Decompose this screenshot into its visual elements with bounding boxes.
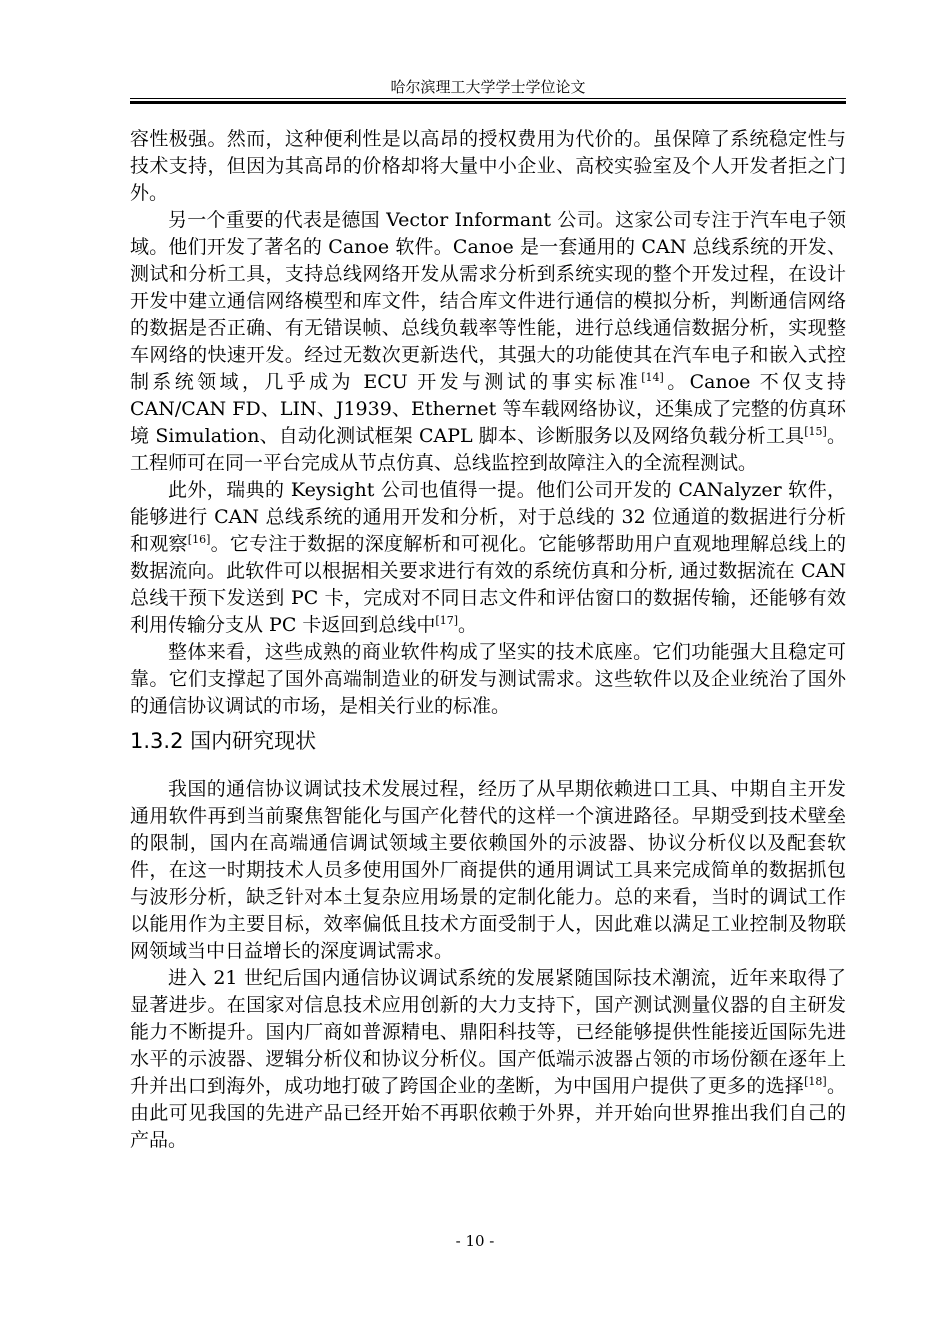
paragraph-text: 。Canoe 不仅支持 CAN/CAN FD、LIN、J1939、Ethernet 等车载网络协议，还集成了完整的仿真环境 Simulation、自动化测试框架 CAPL 脚本、诊断服务以及网络负载分析工具 [130, 371, 846, 447]
section-heading: 1.3.2 国内研究现状 [130, 729, 317, 753]
citation-ref: [18] [804, 1075, 827, 1088]
paragraph-summary: 整体来看，这些成熟的商业软件构成了坚实的技术底座。它们功能强大且稳定可靠。它们支撑起了国外高端制造业的研发与测试需求。这些软件以及企业统治了国外的通信协议调试的市场，是相关行业的标准。 [130, 641, 846, 717]
citation-ref: [15] [804, 425, 827, 438]
paragraph-text: 此外，瑞典的 Keysight 公司也值得一提。他们公司开发的 CANalyzer 软件，能够进行 CAN 总线系统的通用开发和分析，对于总线的 32 位通道的数据进行分析和观察 [130, 479, 846, 555]
paragraph-vector-canoe [130, 207, 846, 477]
paragraph-domestic-history: 我国的通信协议调试技术发展过程，经历了从早期依赖进口工具、中期自主开发通用软件再到当前聚焦智能化与国产化替代的这样一个演进路径。早期受到技术壁垒的限制，国内在高端通信调试领域主要依赖国外的示波器、协议分析仪以及配套软件，在这一时期技术人员多使用国外厂商提供的通用调试工具来完成简单的数据抓包与波形分析，缺乏针对本土复杂应用场景的定制化能力。总的来看，当时的调试工作以能用作为主要目标，效率偏低且技术方面受制于人，因此难以满足工业控制及物联网领域当中日益增长的深度调试需求。 [130, 778, 846, 962]
paragraph-text: 进入 21 世纪后国内通信协议调试系统的发展紧随国际技术潮流，近年来取得了显著进步。在国家对信息技术应用创新的大力支持下，国产测试测量仪器的自主研发能力不断提升。国内厂商如普源精电、鼎阳科技等，已经能够提供性能接近国际先进水平的示波器、逻辑分析仪和协议分析仪。国产低端示波器占领的市场份额在逐年上升并出口到海外，成功地打破了跨国企业的垄断，为中国用户提供了更多的选择 [130, 967, 846, 1097]
body-text [130, 126, 846, 1154]
citation-ref: [14] [641, 371, 664, 384]
citation-ref: [17] [435, 614, 458, 627]
header-rule-thin [130, 98, 846, 99]
paragraph-text: 。它专注于数据的深度解析和可视化。它能够帮助用户直观地理解总线上的数据流向。此软件可以根据相关要求进行有效的系统仿真和分析, 通过数据流在 CAN 总线干预下发送到 PC 卡，完成对不同日志文件和评估窗口的数据传输，还能够有效利用传输分支从 PC 卡返回到总线中 [130, 533, 846, 636]
paragraph-text: 另一个重要的代表是德国 Vector Informant 公司。这家公司专注于汽车电子领域。他们开发了著名的 Canoe 软件。Canoe 是一套通用的 CAN 总线系统的开发、测试和分析工具，支持总线网络开发从需求分析到系统实现的整个开发过程，在设计开发中建立通信网络模型和库文件，结合库文件进行通信的模拟分析，判断通信网络的数据是否正确、有无错误帧、总线负载率等性能，进行总线通信数据分析，实现整车网络的快速开发。经过无数次更新迭代，其强大的功能使其在汽车电子和嵌入式控制系统领域，几乎成为 ECU 开发与测试的事实标准 [130, 209, 846, 393]
header-rule-thick [130, 101, 846, 104]
citation-ref: [16] [187, 533, 211, 546]
paragraph-text: 。工程师可在同一平台完成从节点仿真、总线监控到故障注入的全流程测试。 [130, 425, 846, 474]
paragraph-text: 。由此可见我国的先进产品已经开始不再职依赖于外界，并开始向世界推出我们自己的产品。 [130, 1075, 846, 1151]
paragraph-text: 。 [458, 614, 478, 636]
page-number: - 10 - [455, 1232, 495, 1250]
paragraph-domestic-progress [130, 965, 846, 1154]
running-header: 哈尔滨理工大学学士学位论文 [390, 78, 586, 96]
paragraph-keysight-canalyzer [130, 477, 846, 639]
paragraph-continuation: 容性极强。然而，这种便利性是以高昂的授权费用为代价的。虽保障了系统稳定性与技术支持，但因为其高昂的价格却将大量中小企业、高校实验室及个人开发者拒之门外。 [130, 128, 846, 204]
